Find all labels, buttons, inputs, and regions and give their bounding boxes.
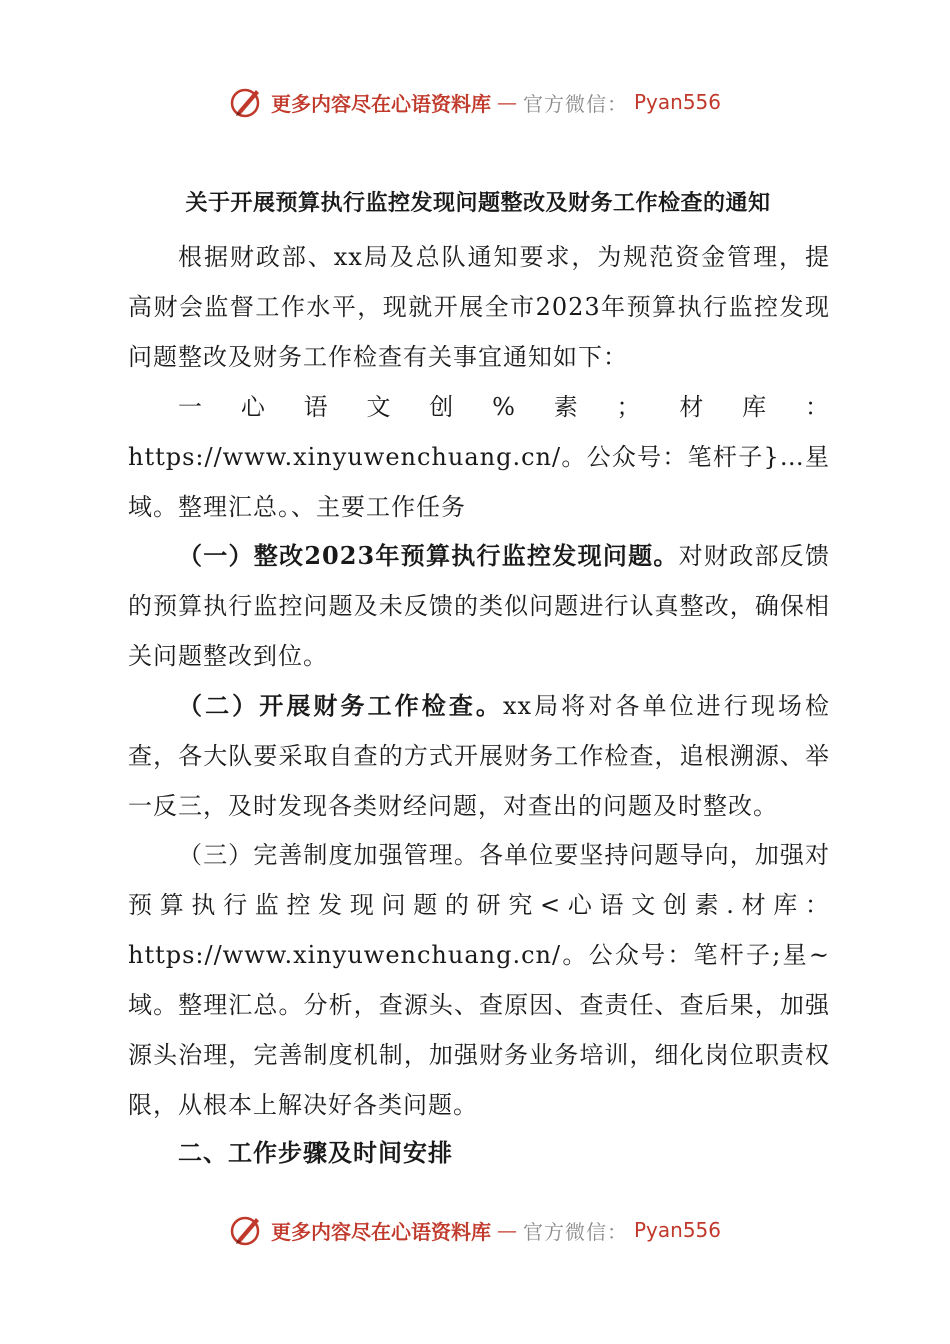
watermark-dash: — <box>496 90 517 114</box>
pen-logo-icon <box>229 1212 265 1248</box>
intro-paragraph: 根据财政部、xx局及总队通知要求，为规范资金管理，提高财会监督工作水平，现就开展全市2023年预算执行监控发现问题整改及财务工作检查有关事宜通知如下： <box>128 243 830 371</box>
document-title: 关于开展预算执行监控发现问题整改及财务工作检查的通知 <box>185 190 771 216</box>
item1-body: 对财政部反馈的预算执行监控问题及未反馈的类似问题进行认真整改，确保相关问题整改到位。 <box>128 542 831 670</box>
watermark-contact-label: 官方微信： <box>522 91 628 116</box>
section2-heading: 二、工作步骤及时间安排 <box>178 1138 453 1167</box>
watermark-contact-id: Pyan556 <box>633 90 721 114</box>
watermark-main-text: 更多内容尽在心语资料库 <box>270 1219 491 1244</box>
item3-paragraph: （三）完善制度加强管理。各单位要坚持问题导向，加强对预算执行监控发现问题的研究<心语文创素.材库：https://www.xinyuwenchuang.cn/。公众号：笔杆子;星~域。整理汇总。分析，查源头、查原因、查责任、查后果，加强源头治理，完善制度机制，加强财务业务培训，细化岗位职责权限，从根本上解决好各类问题。 <box>128 841 830 1119</box>
watermark-banner-bottom <box>0 1208 950 1252</box>
watermark-contact-id: Pyan556 <box>633 1218 721 1242</box>
watermark-contact-label: 官方微信： <box>522 1219 628 1244</box>
item2-paragraph <box>128 681 830 831</box>
watermark-dash: — <box>496 1218 517 1242</box>
section1-heading-paragraph: 一心语文创%素；材库：https://www.xinyuwenchuang.cn/。公众号：笔杆子}…星域。整理汇总。、主要工作任务 <box>128 393 830 521</box>
pen-logo-icon <box>229 84 265 120</box>
item1-paragraph <box>128 531 830 681</box>
item2-body: xx局将对各单位进行现场检查，各大队要采取自查的方式开展财务工作检查，追根溯源、举一反三，及时发现各类财经问题，对查出的问题及时整改。 <box>128 692 831 820</box>
watermark-main-text: 更多内容尽在心语资料库 <box>270 91 491 116</box>
item1-heading: （一）整改2023年预算执行监控发现问题。 <box>178 541 679 570</box>
item2-heading: （二）开展财务工作检查。 <box>178 691 504 720</box>
watermark-banner-top <box>0 80 950 124</box>
